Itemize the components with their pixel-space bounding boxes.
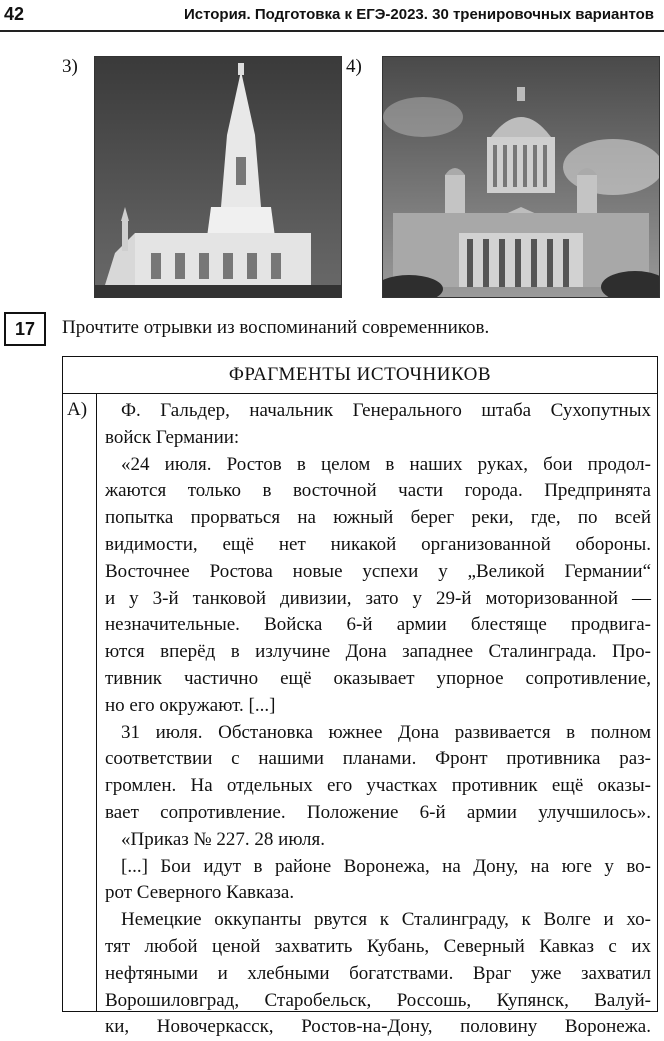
source-text	[105, 398, 651, 1041]
text-line: соответствии с нашими планами. Фронт противника раз-	[105, 748, 651, 770]
text-line: войск Германии:	[105, 426, 240, 448]
text-line: «24 июля. Ростов в целом в наших руках, бои продол-	[121, 453, 651, 475]
text-line: попытка прорваться на южный берег реки, где, по всей	[105, 507, 651, 529]
sources-table	[62, 356, 658, 1038]
book-title: История. Подготовка к ЕГЭ-2023. 30 тренировочных вариантов	[183, 6, 654, 23]
page-number: 42	[4, 4, 25, 24]
text-line: нефтяными и хлебными богатствами. Враг уже захватил	[105, 962, 651, 984]
text-line: 31 июля. Обстановка южнее Дона развивается в полном	[121, 721, 651, 743]
task-number-box: 17	[4, 312, 46, 346]
text-line: Ворошиловград, Старобельск, Россошь, Купянск, Валуй-	[105, 989, 651, 1011]
text-line: [...] Бои идут в районе Воронежа, на Дону, на юге у во-	[121, 855, 651, 877]
text-line: вает сопротивление. Положение 6-й армии улучшилось».	[105, 801, 651, 823]
cathedral-photo	[382, 56, 660, 298]
text-line: ки, Новочеркасск, Ростов-на-Дону, половину Воронежа.	[105, 1016, 651, 1038]
task-prompt: Прочтите отрывки из воспоминаний современников.	[62, 317, 490, 338]
text-line: и у 3-й танковой дивизии, зато у 29-й моторизованной —	[105, 587, 651, 609]
text-line: «Приказ № 227. 28 июля.	[121, 828, 326, 850]
text-line: но его окружают. [...]	[105, 694, 276, 716]
text-line: ются вперёд в излучине Дона западнее Сталинграда. Про-	[105, 641, 651, 663]
table-title: ФРАГМЕНТЫ ИСТОЧНИКОВ	[63, 357, 657, 394]
text-line: жаются только в восточной части города. Предпринята	[105, 480, 651, 502]
text-line: громлен. На отдельных его участках противник ещё оказы-	[105, 775, 651, 797]
image-label-4: 4)	[346, 56, 362, 77]
text-line: рот Северного Кавказа.	[105, 882, 295, 904]
text-line: тят любой ценой захватить Кубань, Северный Кавказ с их	[105, 935, 651, 957]
row-letter: А)	[67, 399, 88, 420]
row-letter-cell	[63, 394, 97, 1011]
text-line: Восточнее Ростова новые успехи у „Великой Германии“	[105, 560, 651, 582]
text-line: тивник частично ещё оказывает упорное сопротивление,	[105, 667, 651, 689]
text-line: Ф. Гальдер, начальник Генерального штаба Сухопутных	[121, 400, 651, 421]
church-photo	[94, 56, 342, 298]
page-header	[0, 0, 664, 32]
text-line: незначительные. Войска 6-й армии блестяще продвига-	[105, 614, 651, 636]
text-line: Немецкие оккупанты рвутся к Сталинграду, к Волге и хо-	[121, 909, 651, 931]
text-line: видимости, ещё нет никакой организованной обороны.	[105, 533, 651, 555]
image-label-3: 3)	[62, 56, 78, 77]
